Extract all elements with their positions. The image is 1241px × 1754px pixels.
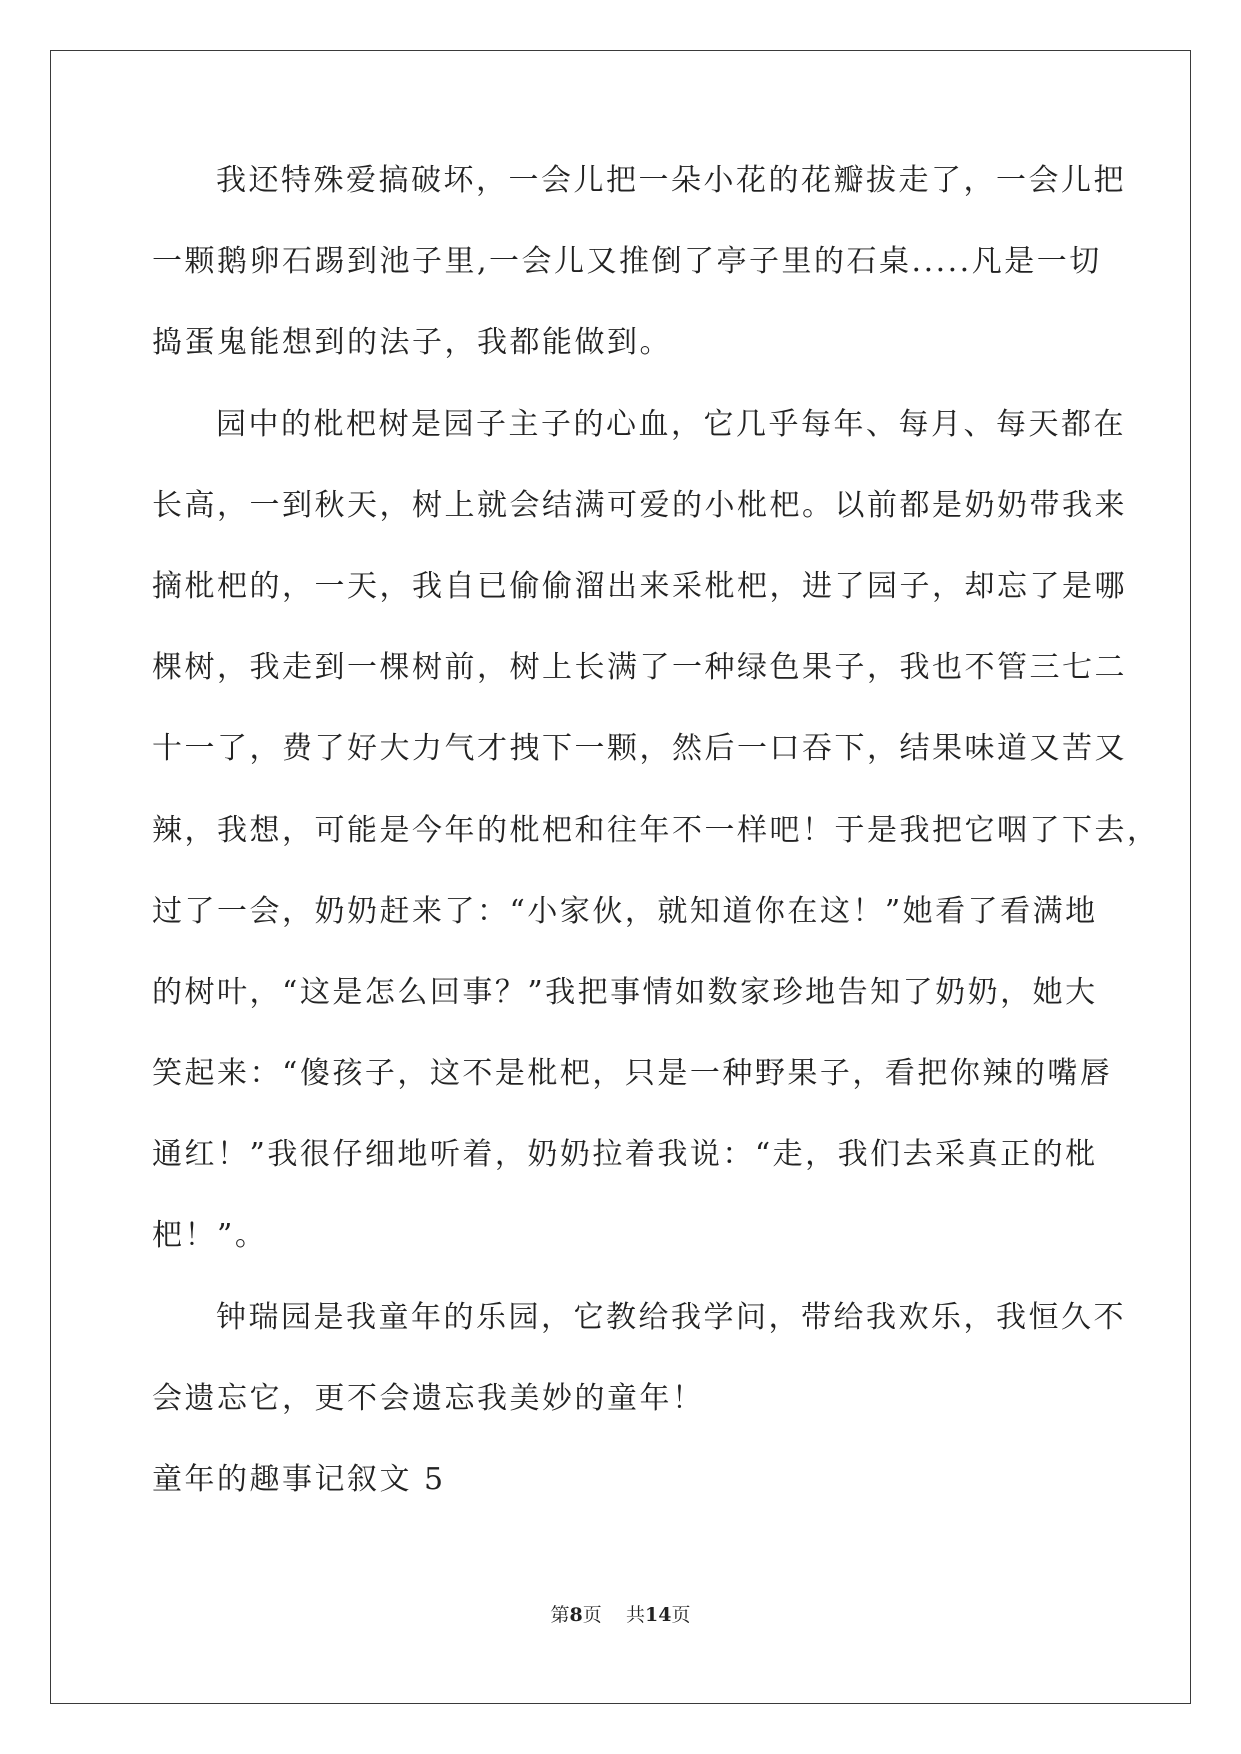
text-line: 捣蛋鬼能想到的法子，我都能做到。 xyxy=(152,325,672,361)
total-page-number: 14 xyxy=(644,1604,672,1626)
text-line: 笑起来：“傻孩子，这不是枇杷，只是一种野果子，看把你辣的嘴唇 xyxy=(152,1056,1113,1092)
text-line: 一颗鹅卵石踢到池子里,一会儿又推倒了亭子里的石桌.....凡是一切 xyxy=(152,244,1102,280)
footer-total-prefix: 共 xyxy=(625,1604,645,1626)
footer-page-suffix: 页 xyxy=(582,1604,602,1626)
paragraph xyxy=(152,163,1126,409)
current-page-number: 8 xyxy=(569,1604,583,1626)
text-line: 棵树，我走到一棵树前，树上长满了一种绿色果子，我也不管三七二 xyxy=(152,650,1127,686)
text-line: 十一了，费了好大力气才拽下一颗，然后一口吞下，结果味道又苦又 xyxy=(152,731,1127,767)
text-line: 通红！”我很仔细地听着，奶奶拉着我说：“走，我们去采真正的枇 xyxy=(152,1137,1098,1173)
section-heading: 童年的趣事记叙文 5 xyxy=(152,1462,446,1497)
paragraph xyxy=(152,406,1160,1302)
text-line: 会遗忘它，更不会遗忘我美妙的童年！ xyxy=(152,1380,705,1416)
footer-prefix: 第 xyxy=(550,1604,570,1626)
text-line: 园中的枇杷树是园子主子的心血，它几乎每年、每月、每天都在 xyxy=(216,406,1126,442)
page-number-footer xyxy=(0,1600,1241,1627)
text-line: 钟瑞园是我童年的乐园，它教给我学问，带给我欢乐，我恒久不 xyxy=(216,1299,1126,1335)
text-line: 摘枇杷的，一天，我自已偷偷溜出来采枇杷，进了园子，却忘了是哪 xyxy=(152,568,1127,604)
text-line: 的树叶，“这是怎么回事？”我把事情如数家珍地告知了奶奶，她大 xyxy=(152,974,1098,1010)
document-body xyxy=(152,163,1160,1534)
paragraph xyxy=(152,1299,1126,1464)
footer-total-suffix: 页 xyxy=(671,1604,691,1626)
text-line: 我还特殊爱搞破坏，一会儿把一朵小花的花瓣拔走了，一会儿把 xyxy=(216,163,1126,198)
text-line: 杷！”。 xyxy=(152,1218,268,1254)
text-line: 过了一会，奶奶赶来了：“小家伙，就知道你在这！”她看了看满地 xyxy=(152,893,1098,929)
text-line: 长高，一到秋天，树上就会结满可爱的小枇杷。以前都是奶奶带我来 xyxy=(152,487,1127,523)
text-line: 辣，我想，可能是今年的枇杷和往年不一样吧！于是我把它咽了下去， xyxy=(152,812,1160,848)
